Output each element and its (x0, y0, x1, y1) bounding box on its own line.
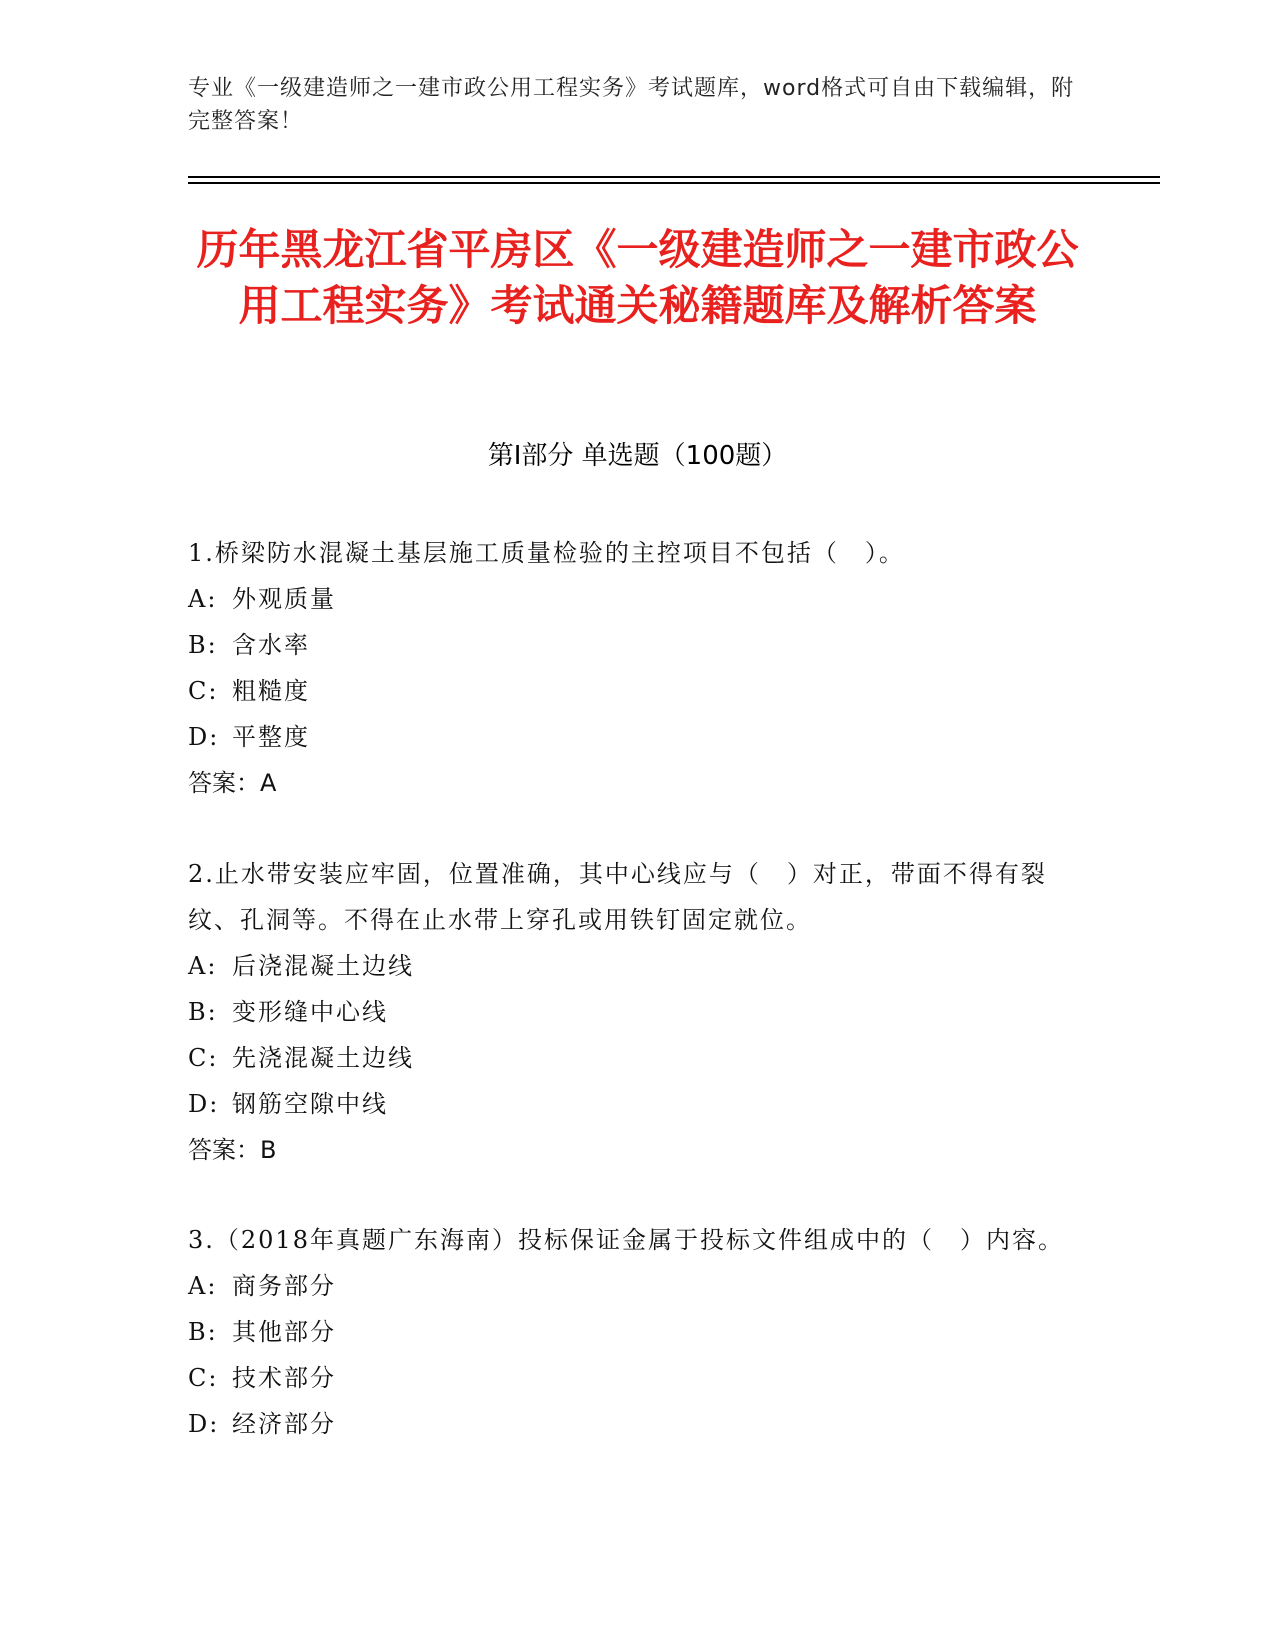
option-letter: C: (188, 1364, 219, 1392)
option-text: 经济部分 (232, 1410, 336, 1438)
option-letter: D: (188, 723, 220, 751)
option-a (188, 576, 1068, 622)
option-a (188, 943, 1068, 989)
option-c (188, 1355, 1068, 1401)
answer-line: 答案：A (188, 769, 277, 797)
option-text: 商务部分 (232, 1272, 336, 1300)
option-letter: B: (188, 1318, 218, 1346)
option-text: 技术部分 (232, 1364, 336, 1392)
option-text: 粗糙度 (232, 677, 310, 705)
section-heading: 第Ⅰ部分 单选题（100题） (487, 441, 788, 471)
option-letter: D: (188, 1090, 220, 1118)
option-text: 钢筋空隙中线 (232, 1090, 388, 1118)
option-text: 平整度 (232, 723, 310, 751)
option-letter: B: (188, 998, 218, 1026)
option-b (188, 1309, 1068, 1355)
question-stem: 3.（2018年真题广东海南）投标保证金属于投标文件组成中的（ ）内容。 (188, 1226, 1064, 1254)
question-item (188, 1217, 1068, 1447)
option-text: 后浇混凝土边线 (232, 952, 414, 980)
option-letter: B: (188, 631, 218, 659)
option-c (188, 668, 1068, 714)
option-b (188, 989, 1068, 1035)
option-text: 其他部分 (232, 1318, 336, 1346)
option-text: 外观质量 (232, 585, 336, 613)
header-divider-top (188, 176, 1160, 178)
question-stem: 2.止水带安装应牢固，位置准确，其中心线应与（ ）对正，带面不得有裂纹、孔洞等。不得在止水带上穿孔或用铁钉固定就位。 (188, 860, 1047, 934)
header-divider-bottom (188, 182, 1160, 184)
option-d (188, 1081, 1068, 1127)
option-letter: A: (188, 1272, 218, 1300)
option-d (188, 1401, 1068, 1447)
option-letter: D: (188, 1410, 220, 1438)
option-letter: C: (188, 1044, 219, 1072)
option-text: 先浇混凝土边线 (232, 1044, 414, 1072)
question-stem: 1.桥梁防水混凝土基层施工质量检验的主控项目不包括（ ）。 (188, 539, 905, 567)
option-text: 变形缝中心线 (232, 998, 388, 1026)
option-d (188, 714, 1068, 760)
answer-line: 答案：B (188, 1136, 277, 1164)
option-text: 含水率 (232, 631, 310, 659)
option-c (188, 1035, 1068, 1081)
option-letter: A: (188, 952, 218, 980)
option-b (188, 622, 1068, 668)
header-note: 专业《一级建造师之一建市政公用工程实务》考试题库，word格式可自由下载编辑，附完整答案！ (188, 76, 1075, 134)
option-a (188, 1263, 1068, 1309)
option-letter: A: (188, 585, 218, 613)
option-letter: C: (188, 677, 219, 705)
document-title: 历年黑龙江省平房区《一级建造师之一建市政公用工程实务》考试通关秘籍题库及解析答案 (196, 225, 1079, 330)
question-item (188, 851, 1068, 1173)
question-item (188, 530, 1068, 806)
